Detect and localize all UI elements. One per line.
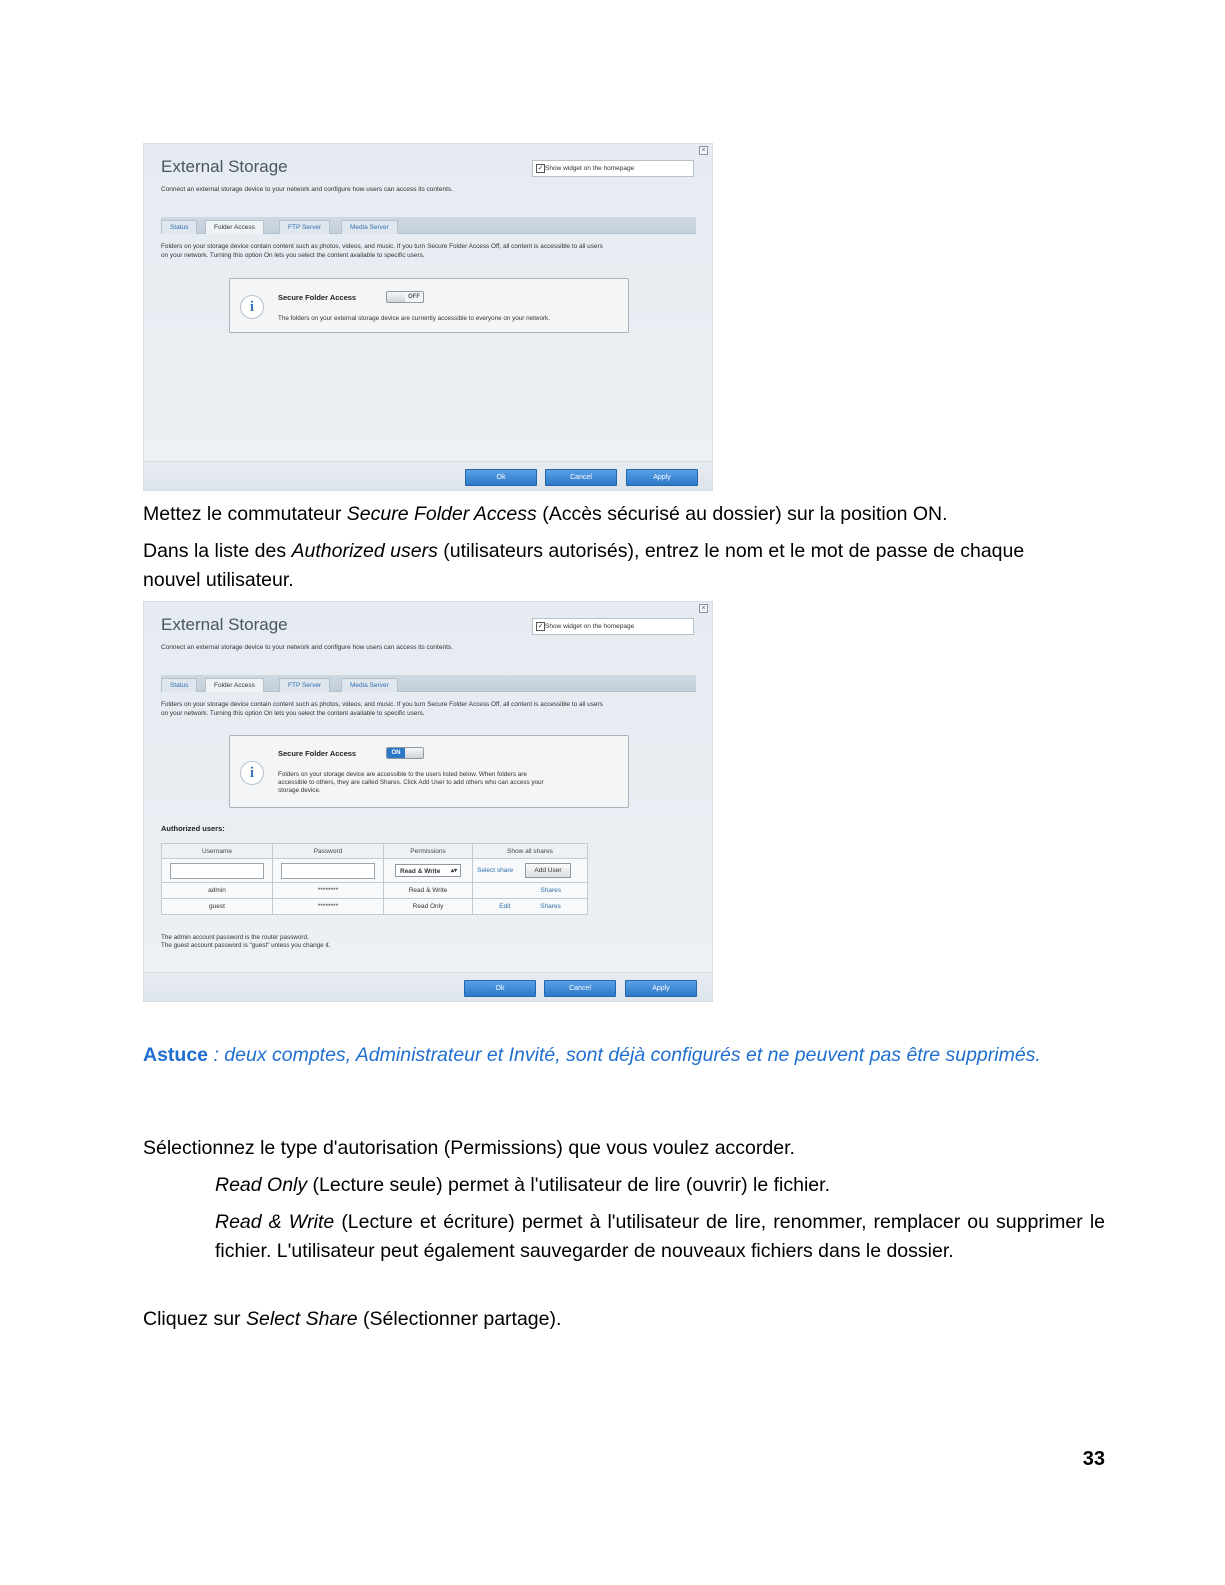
ok-button[interactable]: Ok	[464, 980, 536, 997]
panel-text	[278, 771, 618, 795]
apply-button[interactable]: Apply	[626, 469, 698, 486]
page-number: 33	[1082, 1448, 1105, 1470]
description	[161, 701, 701, 718]
close-icon[interactable]: ×	[699, 146, 708, 155]
bullet-read-only	[215, 1171, 1105, 1200]
secure-folder-toggle[interactable]	[386, 291, 424, 303]
column-header: Username	[162, 844, 273, 859]
tab-bar	[161, 675, 696, 692]
note-line: The admin account password is the router password.	[161, 934, 309, 941]
permissions-select-value: Read & Write	[400, 868, 441, 875]
show-widget-checkbox[interactable]	[532, 618, 694, 635]
toggle-label: ON	[387, 748, 405, 758]
text: (Lecture et écriture) permet à l'utilisateur de lire, renommer, remplacer ou supprimer le fichier. L'utilisateur peut également sauvegarder de nouveaux fichiers dans le dossier.	[215, 1211, 1105, 1262]
select-share-link[interactable]: Select share	[477, 867, 514, 874]
tab-media-server[interactable]: Media Server	[341, 678, 398, 692]
tab-bar	[161, 217, 696, 234]
column-header: Permissions	[384, 844, 473, 859]
password-input[interactable]	[281, 863, 375, 879]
panel-title: Secure Folder Access	[278, 749, 357, 758]
shares-link[interactable]: Shares	[540, 903, 561, 910]
secure-folder-toggle[interactable]	[386, 747, 424, 759]
info-icon: i	[240, 761, 264, 785]
permissions-select[interactable]	[395, 864, 461, 877]
description-line: Folders on your storage device contain content such as photos, videos, and music. If you turn Secure Folder Access Off, all content is accessible to all users	[161, 701, 603, 708]
password-notes	[161, 934, 330, 950]
panel-text: The folders on your external storage device are currently accessible to everyone on your network.	[278, 315, 550, 322]
text-italic: Read & Write	[215, 1211, 335, 1233]
paragraph	[143, 1305, 561, 1334]
screenshot-secure-off	[143, 143, 713, 491]
tab-ftp-server[interactable]: FTP Server	[279, 678, 330, 692]
cell: ********	[273, 883, 384, 899]
panel-text-line: accessible to others, they are called Shares. Click Add User to add others who can access your	[278, 779, 544, 786]
username-input[interactable]	[170, 863, 264, 879]
tab-media-server[interactable]: Media Server	[341, 220, 398, 234]
note-line: The guest account password is "guest" unless you change it.	[161, 942, 331, 949]
toggle-knob	[405, 748, 423, 758]
cell	[473, 859, 588, 883]
tip-note	[143, 1040, 1105, 1070]
show-widget-label: Show widget on the homepage	[545, 623, 635, 630]
table-header-row	[162, 844, 588, 859]
widget-title: External Storage	[161, 615, 288, 634]
description-line: on your network. Turning this option On lets you select the content available to specific users.	[161, 251, 425, 259]
bullet-read-write	[215, 1208, 1105, 1266]
panel-text-line: storage device.	[278, 787, 321, 794]
button-bar	[144, 972, 712, 1001]
select-arrows-icon: ▴▾	[450, 868, 457, 874]
apply-button[interactable]: Apply	[625, 980, 697, 997]
tab-folder-access[interactable]: Folder Access	[205, 220, 264, 234]
text: (Accès sécurisé au dossier) sur la position ON.	[536, 503, 948, 525]
column-header: Password	[273, 844, 384, 859]
cancel-button[interactable]: Cancel	[545, 469, 617, 486]
tab-status[interactable]: Status	[161, 678, 197, 692]
tip-label: Astuce	[143, 1044, 209, 1066]
toggle-knob	[387, 292, 405, 302]
paragraph	[143, 500, 948, 529]
text-italic: Authorized users	[291, 540, 438, 562]
ok-button[interactable]: Ok	[465, 469, 537, 486]
table-row	[162, 883, 588, 899]
cell: admin	[162, 883, 273, 899]
close-icon[interactable]: ×	[699, 604, 708, 613]
description-line: Folders on your storage device contain content such as photos, videos, and music. If you turn Secure Folder Access Off, all content is accessible to all users	[161, 243, 603, 250]
text: (utilisateurs autorisés), entrez le nom et le mot de passe de chaque	[437, 540, 1025, 562]
cell: Read Only	[384, 899, 473, 915]
cancel-button[interactable]: Cancel	[544, 980, 616, 997]
text: (Lecture seule) permet à l'utilisateur de lire (ouvrir) le fichier.	[307, 1174, 830, 1196]
text: Mettez le commutateur	[143, 503, 347, 525]
authorized-users-label: Authorized users:	[161, 824, 225, 833]
new-user-row	[162, 859, 588, 883]
authorized-users-table	[161, 843, 588, 915]
paragraph: Sélectionnez le type d'autorisation (Permissions) que vous voulez accorder.	[143, 1137, 795, 1159]
text-italic: Read Only	[215, 1174, 308, 1196]
tab-status[interactable]: Status	[161, 220, 197, 234]
show-widget-label: Show widget on the homepage	[545, 165, 635, 172]
description-line: on your network. Turning this option On lets you select the content available to specific users.	[161, 709, 425, 717]
table-row	[162, 899, 588, 915]
cell	[273, 859, 384, 883]
screenshot-secure-on	[143, 601, 713, 1002]
secure-folder-panel	[229, 278, 629, 333]
panel-text-line: Folders on your storage device are accessible to the users listed below. When folders are	[278, 771, 527, 778]
text: (Sélectionner partage).	[357, 1308, 562, 1330]
text-italic: Secure Folder Access	[346, 503, 537, 525]
tip-text: : deux comptes, Administrateur et Invité, sont déjà configurés et ne peuvent pas être supprimés.	[208, 1044, 1041, 1066]
widget-title: External Storage	[161, 157, 288, 176]
checkbox-checked-icon: ✓	[537, 623, 544, 630]
widget-subtitle: Connect an external storage device to your network and configure how users can access its contents.	[161, 644, 453, 651]
toggle-label: OFF	[408, 294, 420, 300]
paragraph	[143, 537, 1105, 595]
text: nouvel utilisateur.	[143, 569, 294, 591]
text: Cliquez sur	[143, 1308, 246, 1330]
show-widget-checkbox[interactable]	[532, 160, 694, 177]
text-italic: Select Share	[245, 1308, 358, 1330]
widget-subtitle: Connect an external storage device to your network and configure how users can access its contents.	[161, 186, 453, 193]
cell	[384, 859, 473, 883]
button-bar	[144, 461, 712, 490]
text: Dans la liste des	[143, 540, 292, 562]
secure-folder-panel	[229, 735, 629, 808]
edit-link[interactable]: Edit	[499, 903, 511, 910]
tab-ftp-server[interactable]: FTP Server	[279, 220, 330, 234]
cell: guest	[162, 899, 273, 915]
tab-folder-access[interactable]: Folder Access	[205, 678, 264, 692]
description	[161, 243, 701, 260]
panel-title: Secure Folder Access	[278, 293, 357, 302]
checkbox-checked-icon: ✓	[537, 165, 544, 172]
cell: Read & Write	[384, 883, 473, 899]
cell	[473, 899, 588, 915]
show-all-shares-link[interactable]: Show all shares	[473, 844, 588, 859]
cell	[473, 883, 588, 899]
cell	[162, 859, 273, 883]
cell: ********	[273, 899, 384, 915]
shares-link[interactable]: Shares	[540, 887, 561, 894]
add-user-button[interactable]: Add User	[525, 863, 571, 878]
info-icon: i	[240, 295, 264, 319]
